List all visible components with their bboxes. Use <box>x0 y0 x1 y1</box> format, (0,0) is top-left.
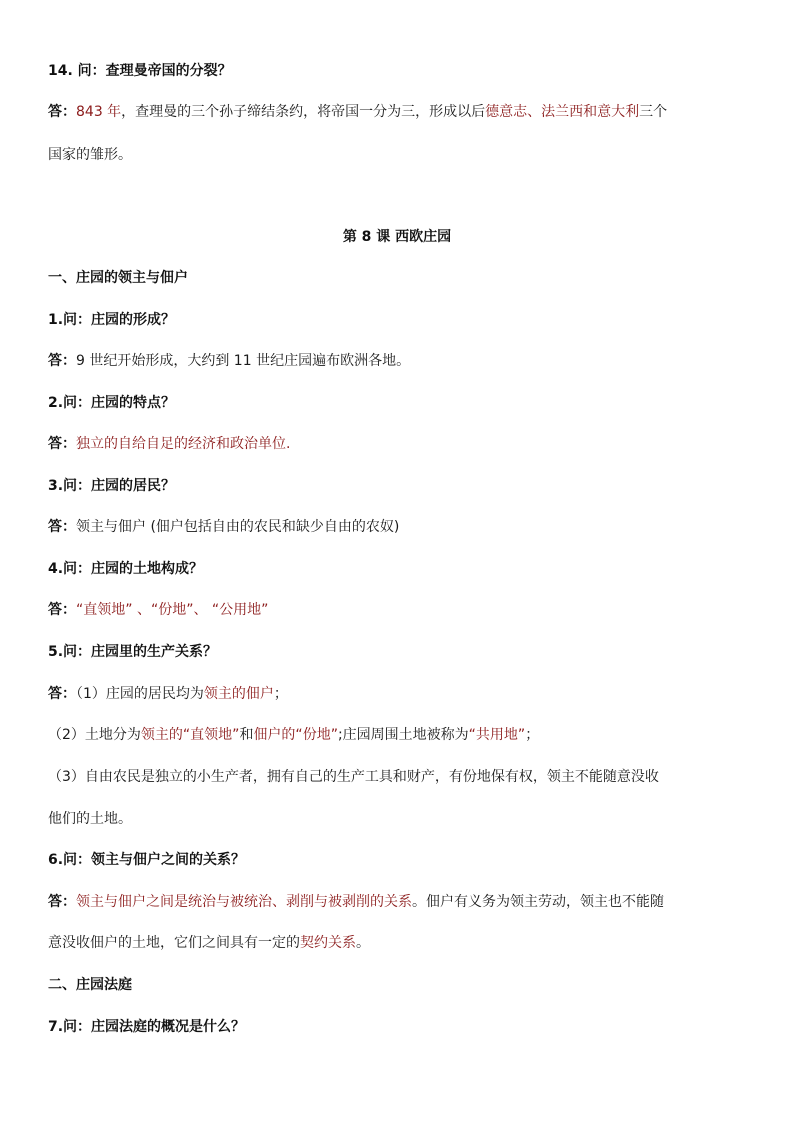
answer-highlight: 领主的佃户 <box>203 686 274 702</box>
answer-text: 三个 <box>639 104 668 120</box>
question-2: 2.问：庄园的特点？ <box>48 395 176 411</box>
answer-label: 答： <box>48 602 76 618</box>
answer-text: 。佃户有义务为领主劳动，领主也不能随 <box>412 894 664 910</box>
answer-3 <box>48 517 754 537</box>
answer-highlight: 843 年 <box>76 104 122 120</box>
answer-highlight: “直领地” 、“份地”、 “公用地” <box>76 602 269 618</box>
answer-highlight: 领主的“直领地” <box>140 727 240 743</box>
answer-label: 答： <box>48 894 76 910</box>
question-4: 4.问：庄园的土地构成？ <box>48 561 204 577</box>
answer-text: 意没收佃户的土地，它们之间具有一定的 <box>48 935 300 951</box>
answer-highlight: 契约关系 <box>300 935 356 951</box>
answer-text: （2）土地分为 <box>48 727 141 743</box>
answer-6-line1 <box>48 892 754 912</box>
answer-text: 领主与佃户 (佃户包括自由的农民和缺少自由的农奴) <box>76 519 400 535</box>
question-5: 5.问：庄园里的生产关系？ <box>48 644 218 660</box>
answer-highlight: 德意志、法兰西和意大利 <box>485 104 640 120</box>
answer-text: ； <box>273 686 288 702</box>
answer-label: 答： <box>48 104 76 120</box>
answer-14-line2: 国家的雏形。 <box>48 147 132 163</box>
answer-highlight: 独立的自给自足的经济和政治单位. <box>76 436 291 452</box>
answer-label: 答： <box>48 353 76 369</box>
answer-text: ，查理曼的三个孙子缔结条约，将帝国一分为三，形成以后 <box>121 104 486 120</box>
lesson-title: 第 8 课 西欧庄园 <box>342 229 452 245</box>
answer-5-line1 <box>48 684 754 704</box>
answer-2 <box>48 434 754 454</box>
answer-text: 9 世纪开始形成，大约到 11 世纪庄园遍布欧洲各地。 <box>76 353 411 369</box>
question-3: 3.问：庄园的居民？ <box>48 478 176 494</box>
answer-6-line2 <box>48 933 754 953</box>
answer-highlight: 佃户的“份地” <box>253 727 338 743</box>
answer-label: 答： <box>48 519 76 535</box>
answer-label: 答： <box>48 436 76 452</box>
section-heading-1: 一、庄园的领主与佃户 <box>48 270 188 286</box>
answer-5-line2 <box>48 725 754 745</box>
answer-text: 和 <box>239 727 254 743</box>
answer-text: 。 <box>356 935 370 951</box>
question-6: 6.问：领主与佃户之间的关系？ <box>48 852 246 868</box>
answer-1 <box>48 351 754 371</box>
answer-text: （1）庄园的居民均为 <box>76 686 204 702</box>
answer-text: ;庄园周围土地被称为 <box>337 727 469 743</box>
answer-label: 答： <box>48 686 76 702</box>
section-heading-2: 二、庄园法庭 <box>48 977 132 993</box>
answer-14-line1 <box>48 102 754 122</box>
answer-highlight: 领主与佃户之间是统治与被统治、剥削与被剥削的关系 <box>76 894 412 910</box>
answer-5-line4: 他们的土地。 <box>48 811 132 827</box>
answer-4 <box>48 600 754 620</box>
answer-highlight: “共用地” <box>468 727 526 743</box>
question-1: 1.问：庄园的形成？ <box>48 312 176 328</box>
question-14: 14. 问：查理曼帝国的分裂？ <box>48 63 232 79</box>
answer-text: ； <box>525 727 540 743</box>
question-7: 7.问：庄园法庭的概况是什么？ <box>48 1019 246 1035</box>
answer-5-line3: （3）自由农民是独立的小生产者，拥有自己的生产工具和财产，有份地保有权，领主不能随意没收 <box>48 769 659 785</box>
